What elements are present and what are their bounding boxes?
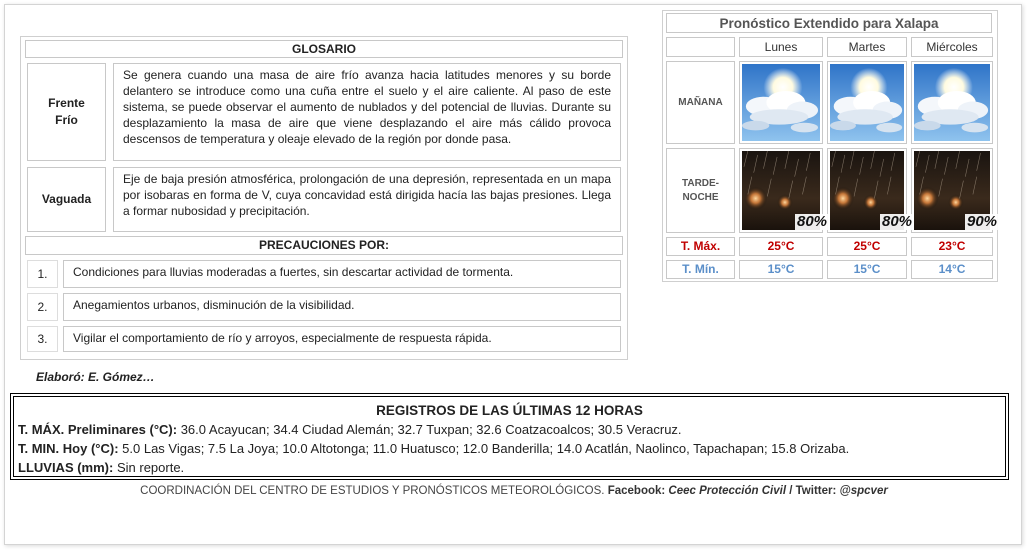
footer-org: COORDINACIÓN DEL CENTRO DE ESTUDIOS Y PRONÓSTICOS METEOROLÓGICOS. xyxy=(140,485,605,497)
forecast-period-label: TARDE- xyxy=(681,177,720,189)
forecast-day-header: Martes xyxy=(827,37,907,57)
footer xyxy=(0,485,1028,497)
precaution-text: Anegamientos urbanos, disminución de la visibilidad. xyxy=(63,293,621,321)
records-tmin-text: 5.0 Las Vigas; 7.5 La Joya; 10.0 Altotonga; 11.0 Huatusco; 12.0 Banderilla; 14.0 Acatlán, Naolinco, Tapachapan; 15.8 Orizaba. xyxy=(122,441,850,456)
forecast-period-label: NOCHE xyxy=(682,191,719,203)
footer-separator: / xyxy=(789,485,793,497)
tmin-value: 15°C xyxy=(739,260,823,279)
forecast-day-header: Miércoles xyxy=(911,37,993,57)
glossary-term-vaguada xyxy=(27,167,106,232)
records-tmax-text: 36.0 Acayucan; 34.4 Ciudad Alemán; 32.7 Tuxpan; 32.6 Coatzacoalcos; 30.5 Veracruz. xyxy=(180,422,682,437)
tmax-value: 23°C xyxy=(911,237,993,256)
partly-cloudy-sun-icon xyxy=(911,61,993,144)
twitter-link[interactable]: @spcver xyxy=(839,485,888,497)
records-rain-text: Sin reporte. xyxy=(116,460,185,475)
precaution-number: 1. xyxy=(27,260,58,288)
precaution-number: 3. xyxy=(27,326,58,352)
twitter-label: Twitter: xyxy=(795,485,837,497)
records-tmax-line xyxy=(18,420,1001,439)
partly-cloudy-sun-icon xyxy=(827,61,907,144)
precautions-title: PRECAUCIONES POR: xyxy=(25,236,623,255)
rain-probability-label: 80% xyxy=(797,213,828,230)
glossary-title: GLOSARIO xyxy=(25,40,623,58)
precaution-text: Condiciones para lluvias moderadas a fuertes, sin descartar actividad de tormenta. xyxy=(63,260,621,288)
records-tmin-line xyxy=(18,439,1001,458)
tmin-value: 14°C xyxy=(911,260,993,279)
forecast-period-afternoon xyxy=(666,148,735,233)
glossary-definition-frente-frio: Se genera cuando una masa de aire frío avanza hacia latitudes menores y su borde delantero se introduce como una cuña entre el suelo y el aire caliente. Al paso de este sistema, se puede observar el aumento de nublados y del potencial de lluvias. Durante su desplazamiento la masa de aire que viene desplazando el aire más cálido provoca descensos de temperatura y oleaje elevado de la región por donde pasa. xyxy=(113,63,621,161)
precaution-text: Vigilar el comportamiento de río y arroyos, especialmente de respuesta rápida. xyxy=(63,326,621,352)
glossary-definition-vaguada: Eje de baja presión atmosférica, prolongación de una depresión, representada en un mapa por isobaras en forma de V, cuya concavidad está dirigida hacía las bajas presiones. Llega a formar nubosidad y precipitación. xyxy=(113,167,621,232)
facebook-label: Facebook: xyxy=(607,485,666,497)
tmax-value: 25°C xyxy=(827,237,907,256)
forecast-title: Pronóstico Extendido para Xalapa xyxy=(666,13,992,33)
tmin-value: 15°C xyxy=(827,260,907,279)
records-tmin-label: T. MIN. Hoy (°C): xyxy=(18,441,119,456)
precaution-number: 2. xyxy=(27,293,58,321)
glossary-term-label: Frente Frío xyxy=(48,96,85,127)
tmax-label: T. Máx. xyxy=(666,237,735,256)
tmin-label: T. Mín. xyxy=(666,260,735,279)
forecast-period-morning xyxy=(666,61,735,144)
partly-cloudy-sun-icon xyxy=(739,61,823,144)
records-box xyxy=(10,393,1009,480)
rain-probability-label: 90% xyxy=(967,213,998,230)
author-credit: Elaboró: E. Gómez… xyxy=(36,370,155,384)
glossary-term-frente-frio xyxy=(27,63,106,161)
facebook-link[interactable]: Ceec Protección Civil xyxy=(668,485,787,497)
forecast-period-label: MAÑANA xyxy=(678,96,723,108)
forecast-day-header: Lunes xyxy=(739,37,823,57)
records-rain-label: LLUVIAS (mm): xyxy=(18,460,114,475)
records-title: REGISTROS DE LAS ÚLTIMAS 12 HORAS xyxy=(376,403,643,418)
forecast-header-corner xyxy=(666,37,735,57)
rain-probability-label: 80% xyxy=(882,213,913,230)
records-tmax-label: T. MÁX. Preliminares (°C): xyxy=(18,422,178,437)
tmax-value: 25°C xyxy=(739,237,823,256)
glossary-term-label: Vaguada xyxy=(41,192,92,206)
records-rain-line xyxy=(18,458,1001,477)
